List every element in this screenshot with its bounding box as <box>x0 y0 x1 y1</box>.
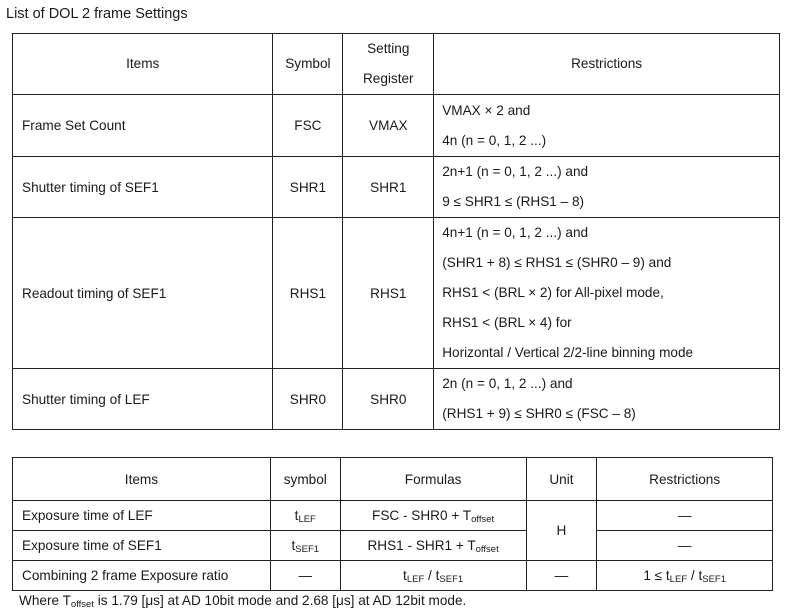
formula-subscript: offset <box>471 514 495 525</box>
dol-settings-table <box>12 33 780 430</box>
header-restrictions: Restrictions <box>597 458 773 501</box>
ratio-a: t <box>665 568 670 583</box>
header-register-line1: Setting <box>367 41 410 56</box>
restriction-prefix: 1 ≤ <box>643 568 666 583</box>
ratio-b-subscript: SEF1 <box>702 574 726 585</box>
header-register-line2: Register <box>362 71 414 86</box>
symbol-subscript: SEF1 <box>295 544 320 555</box>
table-row <box>13 561 773 591</box>
header-formulas: Formulas <box>340 458 526 501</box>
ratio-a: t <box>403 568 407 583</box>
row-formula <box>340 561 526 591</box>
restriction-line: Horizontal / Vertical 2/2-line binning mode <box>442 345 694 360</box>
row-register: SHR0 <box>343 369 434 430</box>
table-row <box>13 501 773 531</box>
row-restriction: — <box>597 501 773 531</box>
row-restrictions <box>434 369 780 430</box>
row-symbol: SHR0 <box>273 369 343 430</box>
row-register: SHR1 <box>343 157 434 218</box>
restriction-line: VMAX × 2 and <box>442 102 531 118</box>
header-symbol: symbol <box>270 458 340 501</box>
ratio-b-subscript: SEF1 <box>439 574 464 585</box>
ratio-separator: / <box>424 568 436 583</box>
row-symbol: FSC <box>273 95 343 157</box>
header-symbol: Symbol <box>273 34 343 95</box>
row-item: Frame Set Count <box>13 95 273 157</box>
header-items: Items <box>13 458 271 501</box>
row-symbol <box>270 501 340 531</box>
restriction-line: (RHS1 + 9) ≤ SHR0 ≤ (FSC – 8) <box>442 406 636 421</box>
row-symbol: RHS1 <box>273 218 343 369</box>
row-unit: — <box>526 561 597 591</box>
formula-subscript: offset <box>475 544 499 555</box>
row-unit: H <box>526 501 597 561</box>
row-item: Combining 2 frame Exposure ratio <box>13 561 271 591</box>
row-formula <box>340 531 526 561</box>
row-formula <box>340 501 526 531</box>
table-header-row <box>13 34 780 95</box>
footnote-text: is 1.79 [μs] at AD 10bit mode and 2.68 [μs] at AD 12bit mode. <box>93 593 467 608</box>
restriction-line: 9 ≤ SHR1 ≤ (RHS1 – 8) <box>442 194 585 209</box>
formula-text: RHS1 - SHR1 + T <box>367 538 476 553</box>
row-symbol: — <box>270 561 340 591</box>
restriction-line: 4n+1 (n = 0, 1, 2 ...) and <box>442 225 589 240</box>
symbol-base: t <box>294 508 299 523</box>
restriction-line: 2n+1 (n = 0, 1, 2 ...) and <box>442 164 589 179</box>
table-row <box>13 369 780 430</box>
restriction-line: (SHR1 + 8) ≤ RHS1 ≤ (SHR0 – 9) and <box>442 255 672 270</box>
row-restrictions <box>434 95 780 157</box>
header-setting-register <box>343 34 434 95</box>
table-row <box>13 95 780 157</box>
ratio-b: t <box>435 568 440 583</box>
header-restrictions: Restrictions <box>434 34 780 95</box>
restriction-line: RHS1 < (BRL × 2) for All-pixel mode, <box>442 285 664 300</box>
table-row <box>13 218 780 369</box>
symbol-base: t <box>291 538 296 553</box>
footnote-subscript: offset <box>70 599 94 610</box>
row-restriction: — <box>597 531 773 561</box>
header-unit: Unit <box>526 458 597 501</box>
row-symbol: SHR1 <box>273 157 343 218</box>
row-item: Exposure time of SEF1 <box>13 531 271 561</box>
exposure-formulas-table <box>12 457 773 591</box>
restriction-line: RHS1 < (BRL × 4) for <box>442 315 572 330</box>
symbol-subscript: LEF <box>298 514 316 525</box>
header-items: Items <box>13 34 273 95</box>
footnote-prefix: Where T <box>19 593 71 608</box>
table-row <box>13 157 780 218</box>
row-item: Shutter timing of SEF1 <box>13 157 273 218</box>
row-item: Shutter timing of LEF <box>13 369 273 430</box>
row-register: VMAX <box>343 95 434 157</box>
row-restrictions <box>434 157 780 218</box>
row-register: RHS1 <box>343 218 434 369</box>
table-row <box>13 531 773 561</box>
ratio-a-subscript: LEF <box>669 574 688 585</box>
ratio-a-subscript: LEF <box>406 574 425 585</box>
row-item: Readout timing of SEF1 <box>13 218 273 369</box>
footnote <box>19 592 466 610</box>
ratio-separator: / <box>687 568 699 583</box>
ratio-b: t <box>698 568 703 583</box>
page-title: List of DOL 2 frame Settings <box>6 6 188 22</box>
table-header-row <box>13 458 773 501</box>
formula-text: FSC - SHR0 + T <box>372 508 472 523</box>
row-restriction <box>597 561 773 591</box>
row-item: Exposure time of LEF <box>13 501 271 531</box>
row-symbol <box>270 531 340 561</box>
row-restrictions <box>434 218 780 369</box>
restriction-line: 4n (n = 0, 1, 2 ...) <box>442 132 547 148</box>
restriction-line: 2n (n = 0, 1, 2 ...) and <box>442 376 573 391</box>
